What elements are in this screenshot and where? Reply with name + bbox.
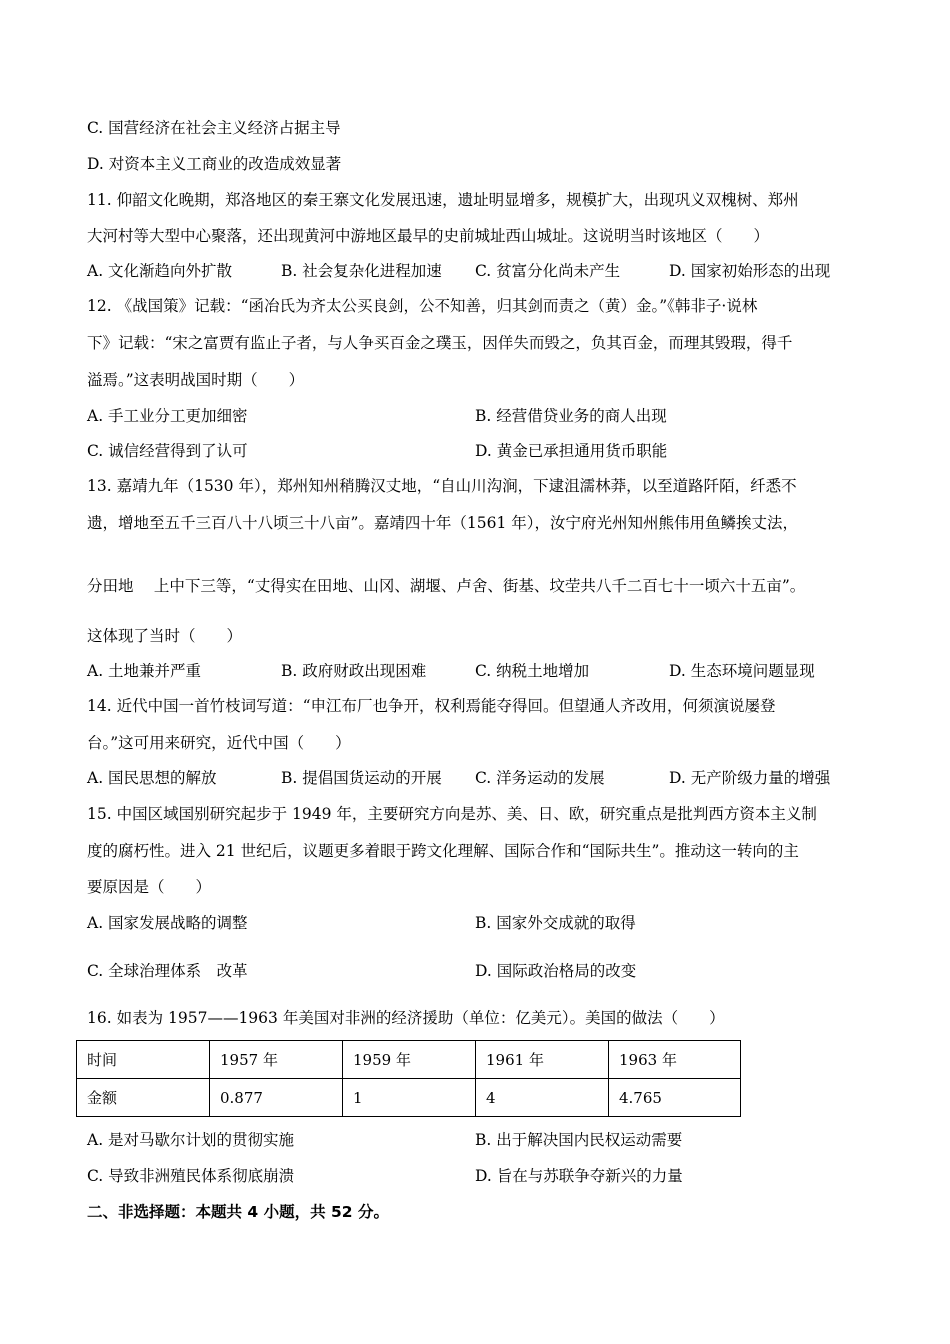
table-cell: 0.877 [210,1079,343,1117]
q13-stem-line-3: 分田地 上中下三等，“丈得实在田地、山冈、湖堰、卢舍、街基、坟茔共八千二百七十一顷六十五亩”。 [87,577,806,595]
q11-option-d: D. 国家初始形态的出现 [669,262,831,280]
table-cell: 1961 年 [476,1041,609,1079]
q16-stem-line-1: 16. 如表为 1957——1963 年美国对非洲的经济援助（单位：亿美元）。美国的做法（ ） [87,1009,725,1027]
q15-option-b: B. 国家外交成就的取得 [475,914,636,932]
q16-option-d: D. 旨在与苏联争夺新兴的力量 [475,1167,683,1185]
q12-stem-line-2: 下》记载：“宋之富贾有监止子者，与人争买百金之璞玉，因佯失而毁之，负其百金，而理其毁瑕，得千 [87,334,793,352]
table-cell: 时间 [77,1041,210,1079]
q14-stem-line-2: 台。”这可用来研究，近代中国（ ） [87,734,351,752]
q11-stem-line-1: 11. 仰韶文化晚期，郑洛地区的秦王寨文化发展迅速，遗址明显增多，规模扩大，出现巩义双槐树、郑州 [87,191,799,209]
q14-option-a: A. 国民思想的解放 [87,769,217,787]
q12-option-b: B. 经营借贷业务的商人出现 [475,407,667,425]
q13-stem-line-4: 这体现了当时（ ） [87,627,243,645]
q16-option-c: C. 导致非洲殖民体系彻底崩溃 [87,1167,295,1185]
q15-stem-line-1: 15. 中国区域国别研究起步于 1949 年，主要研究方向是苏、美、日、欧，研究重点是批判西方资本主义制 [87,805,817,823]
q13-option-a: A. 土地兼并严重 [87,662,202,680]
q14-option-b: B. 提倡国货运动的开展 [281,769,442,787]
aid-table [76,1040,741,1117]
q13-option-d: D. 生态环境问题显现 [669,662,815,680]
q14-stem-line-1: 14. 近代中国一首竹枝词写道：“申江布厂也争开，权利焉能夺得回。但望通人齐改用，何须演说屡登 [87,697,776,715]
section-heading: 二、非选择题：本题共 4 小题，共 52 分。 [87,1203,389,1221]
q15-stem-line-3: 要原因是（ ） [87,878,212,896]
q12-stem-line-3: 溢焉。”这表明战国时期（ ） [87,371,305,389]
q14-option-d: D. 无产阶级力量的增强 [669,769,831,787]
q16-option-a: A. 是对马歇尔计划的贯彻实施 [87,1131,295,1149]
q13-stem-line-2: 遗，增地至五千三百八十八顷三十八亩”。嘉靖四十年（1561 年），汝宁府光州知州熊伟用鱼鳞挨丈法， [87,514,799,532]
q13-option-c: C. 纳税土地增加 [475,662,590,680]
q15-option-c: C. 全球治理体系 改革 [87,962,248,980]
q15-option-a: A. 国家发展战略的调整 [87,914,248,932]
q10-option-c: C. 国营经济在社会主义经济占据主导 [87,119,341,137]
q11-stem-line-2: 大河村等大型中心聚落，还出现黄河中游地区最早的史前城址西山城址。这说明当时该地区（ ） [87,227,770,245]
table-cell: 1959 年 [343,1041,476,1079]
q12-stem-line-1: 12. 《战国策》记载：“函冶氏为齐太公买良剑，公不知善，归其剑而责之（黄）金。”《韩非子·说林 [87,297,758,315]
q12-option-d: D. 黄金已承担通用货币职能 [475,442,668,460]
q11-option-a: A. 文化渐趋向外扩散 [87,262,233,280]
q15-stem-line-2: 度的腐朽性。进入 21 世纪后，议题更多着眼于跨文化理解、国际合作和“国际共生”。推动这一转向的主 [87,842,799,860]
table-cell: 4.765 [609,1079,741,1117]
q13-stem-line-1: 13. 嘉靖九年（1530 年），郑州知州稍腾汉丈地，“自山川沟涧，下逮沮濡林莽，以至道路阡陌，纤悉不 [87,477,797,495]
table-row [77,1079,741,1117]
table-cell: 1 [343,1079,476,1117]
q16-option-b: B. 出于解决国内民权运动需要 [475,1131,683,1149]
q10-option-d: D. 对资本主义工商业的改造成效显著 [87,155,342,173]
q13-option-b: B. 政府财政出现困难 [281,662,427,680]
table-cell: 4 [476,1079,609,1117]
table-cell: 金额 [77,1079,210,1117]
q12-option-c: C. 诚信经营得到了认可 [87,442,248,460]
q12-option-a: A. 手工业分工更加细密 [87,407,248,425]
q15-option-d: D. 国际政治格局的改变 [475,962,637,980]
q11-option-c: C. 贫富分化尚未产生 [475,262,621,280]
q11-option-b: B. 社会复杂化进程加速 [281,262,442,280]
table-cell: 1963 年 [609,1041,741,1079]
q14-option-c: C. 洋务运动的发展 [475,769,605,787]
table-header-row [77,1041,741,1079]
table-cell: 1957 年 [210,1041,343,1079]
